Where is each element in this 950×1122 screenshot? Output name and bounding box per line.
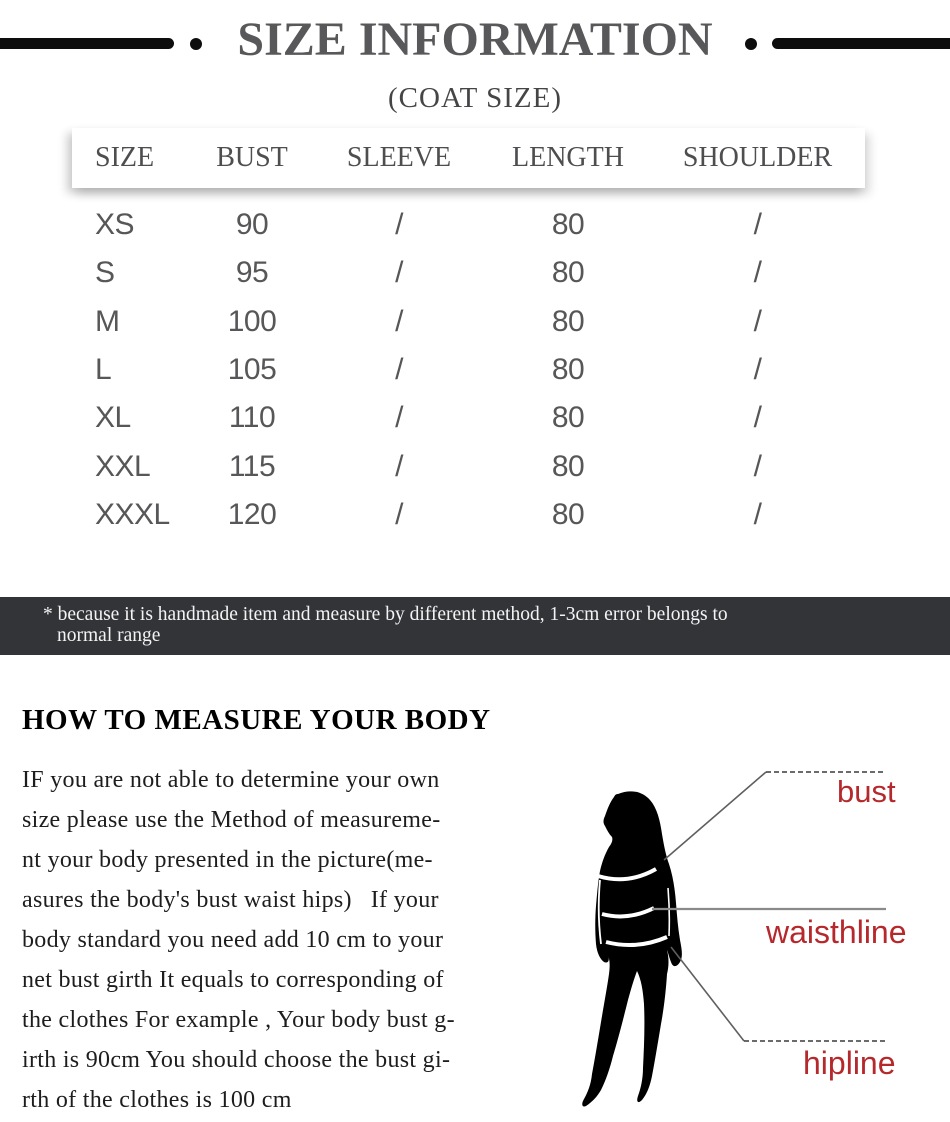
column-header-length: LENGTH — [512, 142, 624, 173]
column-header-shoulder: SHOULDER — [682, 142, 833, 173]
cell-length: 80 — [551, 449, 585, 483]
disclaimer-line-2: normal range — [57, 625, 161, 646]
table-row — [72, 298, 865, 346]
cell-size: XS — [95, 208, 135, 242]
cell-length: 80 — [551, 304, 585, 338]
disclaimer-line-1: * because it is handmade item and measure by different method, 1-3cm error belongs to — [43, 604, 728, 625]
cell-length: 80 — [551, 256, 585, 290]
measure-heading: HOW TO MEASURE YOUR BODY — [22, 704, 491, 736]
cell-size: XL — [95, 401, 131, 435]
bust-pointer-line — [664, 772, 766, 860]
size-table-header — [72, 128, 865, 188]
cell-bust: 105 — [227, 353, 277, 387]
cell-sleeve: / — [395, 256, 403, 290]
column-header-sleeve: SLEEVE — [346, 142, 452, 173]
measure-paragraph — [22, 760, 542, 1120]
waistline-label: waisthline — [766, 914, 907, 950]
cell-shoulder: / — [753, 304, 762, 338]
cell-shoulder: / — [753, 401, 762, 435]
disclaimer-banner — [0, 597, 950, 655]
cell-length: 80 — [551, 401, 585, 435]
size-table-body — [72, 201, 865, 539]
cell-bust: 90 — [235, 208, 269, 242]
paragraph-line: the clothes For example , Your body bust g- — [22, 1007, 455, 1033]
cell-sleeve: / — [395, 304, 403, 338]
paragraph-line: irth is 90cm You should choose the bust gi- — [22, 1047, 451, 1073]
hip-pointer-line — [671, 947, 744, 1041]
table-row — [72, 394, 865, 442]
cell-shoulder: / — [753, 497, 762, 531]
coat-size-subtitle: (COAT SIZE) — [388, 82, 562, 114]
bust-label: bust — [837, 774, 896, 809]
page-title: SIZE INFORMATION — [237, 13, 713, 66]
column-header-size: SIZE — [95, 142, 155, 173]
hipline-label: hipline — [803, 1045, 896, 1081]
cell-shoulder: / — [753, 256, 762, 290]
paragraph-line: net bust girth It equals to corresponding of — [22, 967, 444, 993]
cell-size: XXXL — [95, 497, 170, 531]
paragraph-line: body standard you need add 10 cm to your — [22, 927, 444, 953]
cell-sleeve: / — [395, 497, 403, 531]
paragraph-line: rth of the clothes is 100 cm — [22, 1087, 292, 1113]
cell-bust: 120 — [227, 497, 277, 531]
cell-bust: 110 — [228, 401, 276, 435]
cell-size: XXL — [95, 449, 151, 483]
cell-length: 80 — [551, 353, 585, 387]
paragraph-line: size please use the Method of measureme- — [22, 807, 441, 833]
body-measure-figure — [550, 750, 950, 1122]
cell-size: L — [95, 353, 112, 387]
cell-sleeve: / — [395, 449, 403, 483]
cell-length: 80 — [551, 208, 585, 242]
cell-sleeve: / — [395, 401, 403, 435]
cell-sleeve: / — [395, 208, 403, 242]
woman-silhouette — [582, 791, 682, 1106]
table-row — [72, 442, 865, 490]
cell-bust: 95 — [235, 256, 269, 290]
cell-bust: 115 — [228, 449, 276, 483]
column-header-bust: BUST — [216, 142, 288, 173]
paragraph-line: asures the body's bust waist hips) If your — [22, 887, 439, 913]
table-row — [72, 249, 865, 297]
table-row — [72, 491, 865, 539]
cell-sleeve: / — [395, 353, 403, 387]
header-bar-right — [772, 38, 950, 49]
table-row — [72, 346, 865, 394]
header-dot-right — [745, 38, 757, 50]
cell-shoulder: / — [753, 449, 762, 483]
cell-bust: 100 — [227, 304, 277, 338]
cell-size: M — [95, 304, 120, 338]
cell-shoulder: / — [753, 353, 762, 387]
cell-length: 80 — [551, 497, 585, 531]
paragraph-line: IF you are not able to determine your own — [22, 767, 440, 793]
cell-shoulder: / — [753, 208, 762, 242]
table-row — [72, 201, 865, 249]
cell-size: S — [95, 256, 115, 290]
paragraph-line: nt your body presented in the picture(me- — [22, 847, 433, 873]
